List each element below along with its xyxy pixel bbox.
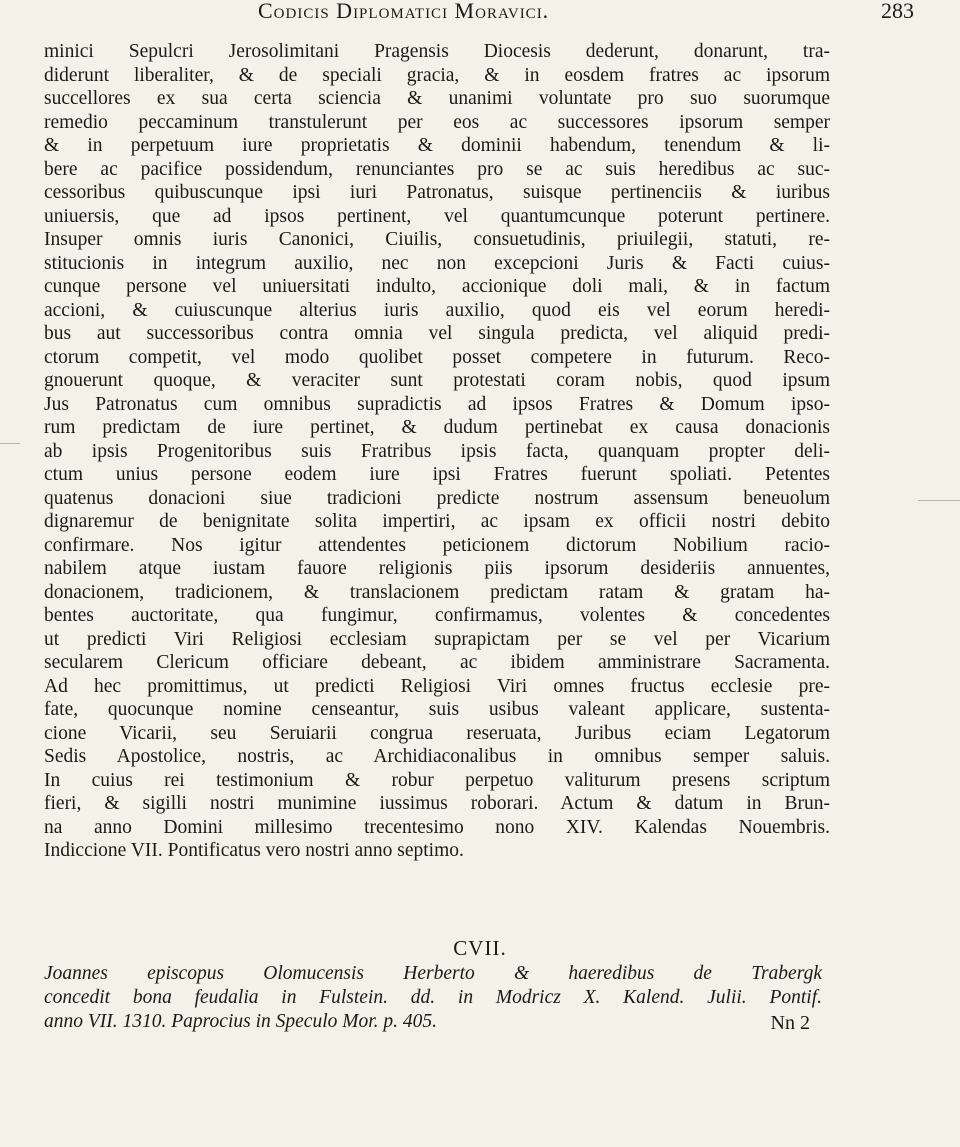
text-line: gnouerunt quoque, & veraciter sunt protestati coram nobis, quod ipsum — [44, 370, 830, 391]
charter-text — [44, 40, 830, 863]
text-line: Sedis Apostolice, nostris, ac Archidiaconalibus in omnibus semper saluis. — [44, 746, 830, 767]
text-line: na anno Domini millesimo trecentesimo nono XIV. Kalendas Nouembris. — [44, 816, 830, 838]
page-number: 283 — [881, 0, 914, 23]
text-line: cessoribus quibuscunque ipsi iuri Patronatus, suisque pertinenciis & iuribus — [44, 182, 830, 203]
text-line: diderunt liberaliter, & de speciali gracia, & in eosdem fratres ac ipsorum — [44, 64, 830, 86]
text-line: fieri, & sigilli nostri munimine iussimus roborari. Actum & datum in Brun- — [44, 793, 830, 814]
text-line: accioni, & cuiuscunque alterius iuris auxilio, quod eis vel eorum heredi- — [44, 299, 830, 321]
printer-signature: Nn 2 — [770, 1012, 810, 1034]
running-head — [0, 0, 960, 28]
text-line: nabilem atque iustam fauore religionis piis ipsorum desideriis annuentes, — [44, 558, 830, 579]
summary-line: anno VII. 1310. Paprocius in Speculo Mor. p. 405. — [44, 1011, 438, 1032]
text-line: succellores ex sua certa sciencia & unanimi voluntate pro suo suorumque — [44, 88, 830, 109]
text-line: bus aut successoribus contra omnia vel singula predicta, vel aliquid predi- — [44, 323, 830, 344]
text-line: donacionem, tradicionem, & translacionem predictam ratam & gratam ha- — [44, 581, 830, 603]
text-line: Ad hec promittimus, ut predicti Religiosi Viri omnes fructus ecclesie pre- — [44, 675, 830, 697]
margin-rule-left — [0, 443, 20, 444]
text-line: quatenus donacioni siue tradicioni predicte nostrum assensum beneuolum — [44, 487, 830, 509]
text-line: rum predictam de iure pertinet, & dudum pertinebat ex causa donacionis — [44, 417, 830, 438]
regest-summary — [44, 962, 822, 1034]
text-line: ctum unius persone eodem iure ipsi Fratres fuerunt spoliati. Petentes — [44, 464, 830, 485]
text-line: cione Vicarii, seu Seruiarii congrua reseruata, Juribus eciam Legatorum — [44, 722, 830, 744]
text-line: cunque persone vel uniuersitati indulto, accionique doli mali, & in factum — [44, 276, 830, 297]
running-title: Codicis Diplomatici Moravici. — [258, 0, 550, 23]
text-line: dignaremur de benignitate solita impertiri, ac ipsam ex officii nostri debito — [44, 511, 830, 532]
text-line: minici Sepulcri Jerosolimitani Pragensis Diocesis dederunt, donarunt, tra- — [44, 41, 830, 62]
text-line: In cuius rei testimonium & robur perpetuo valiturum presens scriptum — [44, 769, 830, 791]
text-line: ut predicti Viri Religiosi ecclesiam suprapictam per se vel per Vicarium — [44, 628, 830, 650]
margin-rule — [918, 500, 960, 501]
text-line: bentes auctoritate, qua fungimur, confirmamus, volentes & concedentes — [44, 605, 830, 626]
text-line: Indiccione VII. Pontificatus vero nostri anno septimo. — [44, 840, 464, 861]
text-line: fate, quocunque nomine censeantur, suis usibus valeant applicare, sustenta- — [44, 699, 830, 720]
text-line: uniuersis, que ad ipsos pertinent, vel quantumcunque poterunt pertinere. — [44, 205, 830, 227]
summary-line: Joannes episcopus Olomucensis Herberto & haeredibus de Trabergk — [44, 963, 822, 984]
text-line: & in perpetuum iure proprietatis & dominii habendum, tenendum & li- — [44, 135, 830, 156]
text-line: Jus Patronatus cum omnibus supradictis ad ipsos Fratres & Domum ipso- — [44, 393, 830, 415]
summary-line: concedit bona feudalia in Fulstein. dd. in Modricz X. Kalend. Julii. Pontif. — [44, 987, 822, 1008]
document-number: CVII. — [453, 936, 507, 960]
text-line: remedio peccaminum transtulerunt per eos ac successores ipsorum semper — [44, 111, 830, 133]
text-line: ctorum competit, vel modo quolibet posset competere in futurum. Reco- — [44, 346, 830, 368]
text-line: stitucionis in integrum auxilio, nec non excepcioni Juris & Facti cuius- — [44, 252, 830, 274]
text-line: confirmare. Nos igitur attendentes peticionem dictorum Nobilium racio- — [44, 534, 830, 556]
text-line: secularem Clericum officiare debeant, ac ibidem amministrare Sacramenta. — [44, 652, 830, 673]
text-line: bere ac pacifice possidendum, renunciantes pro se ac suis heredibus ac suc- — [44, 158, 830, 180]
text-line: ab ipsis Progenitoribus suis Fratribus ipsis facta, quanquam propter deli- — [44, 440, 830, 462]
text-line: Insuper omnis iuris Canonici, Ciuilis, consuetudinis, priuilegii, statuti, re- — [44, 229, 830, 250]
